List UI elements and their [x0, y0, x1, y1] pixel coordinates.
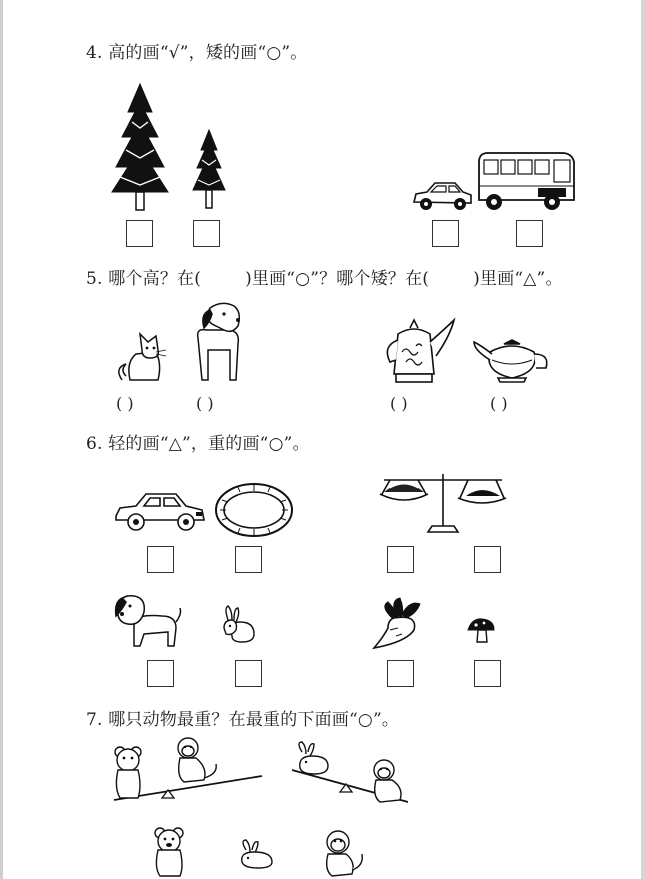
answer-box-rabbit[interactable]	[235, 660, 262, 687]
question-5-part-2: )里画“○”？哪个矮？在(	[245, 269, 430, 289]
rabbit-icon	[218, 606, 258, 644]
radish-icon	[370, 596, 428, 650]
seesaw-right-icon	[288, 742, 412, 808]
question-7-text: 7. 哪只动物最重？在最重的下面画“○”。	[86, 710, 400, 730]
answer-box-toy-car[interactable]	[147, 546, 174, 573]
answer-box-bus[interactable]	[516, 220, 543, 247]
tall-tree-icon	[110, 82, 170, 212]
answer-box-scale-left[interactable]	[387, 546, 414, 573]
question-5-part-1: 5. 哪个高？在(	[86, 269, 202, 289]
puppy-icon	[112, 592, 182, 650]
rabbit-answer-icon	[236, 840, 276, 870]
bus-icon	[476, 150, 578, 212]
monkey-answer-icon	[320, 830, 364, 876]
mushroom-icon	[466, 618, 496, 644]
answer-box-puppy[interactable]	[147, 660, 174, 687]
car-icon	[411, 180, 473, 212]
balance-scale-icon	[376, 462, 510, 534]
answer-box-mushroom[interactable]	[474, 660, 501, 687]
answer-paren-tall-teapot[interactable]: ( )	[390, 394, 408, 413]
question-5-part-3: )里画“△”。	[473, 269, 563, 289]
answer-box-short-tree[interactable]	[193, 220, 220, 247]
page-right-edge	[641, 0, 646, 879]
seesaw-left-icon	[108, 738, 270, 808]
answer-box-tire[interactable]	[235, 546, 262, 573]
cat-icon	[112, 328, 168, 384]
tire-icon	[214, 482, 294, 538]
short-tree-icon	[190, 128, 228, 212]
answer-paren-cat[interactable]: ( )	[116, 394, 134, 413]
monkey-icon	[178, 738, 216, 782]
toy-car-icon	[112, 488, 208, 532]
dog-icon	[188, 300, 248, 384]
answer-paren-dog[interactable]: ( )	[196, 394, 214, 413]
answer-box-scale-right[interactable]	[474, 546, 501, 573]
question-6-text: 6. 轻的画“△”，重的画“○”。	[86, 434, 310, 454]
question-4-text: 4. 高的画“√”，矮的画“○”。	[86, 43, 308, 63]
tall-teapot-icon	[380, 316, 456, 384]
monkey-icon	[374, 760, 401, 802]
question-5-text	[86, 264, 563, 289]
bear-icon	[115, 747, 141, 798]
short-teapot-icon	[472, 338, 552, 384]
bear-answer-icon	[152, 826, 188, 876]
rabbit-icon	[299, 742, 328, 774]
answer-paren-short-teapot[interactable]: ( )	[490, 394, 508, 413]
answer-box-radish[interactable]	[387, 660, 414, 687]
answer-box-car[interactable]	[432, 220, 459, 247]
answer-box-tall-tree[interactable]	[126, 220, 153, 247]
page-left-edge	[0, 0, 3, 879]
